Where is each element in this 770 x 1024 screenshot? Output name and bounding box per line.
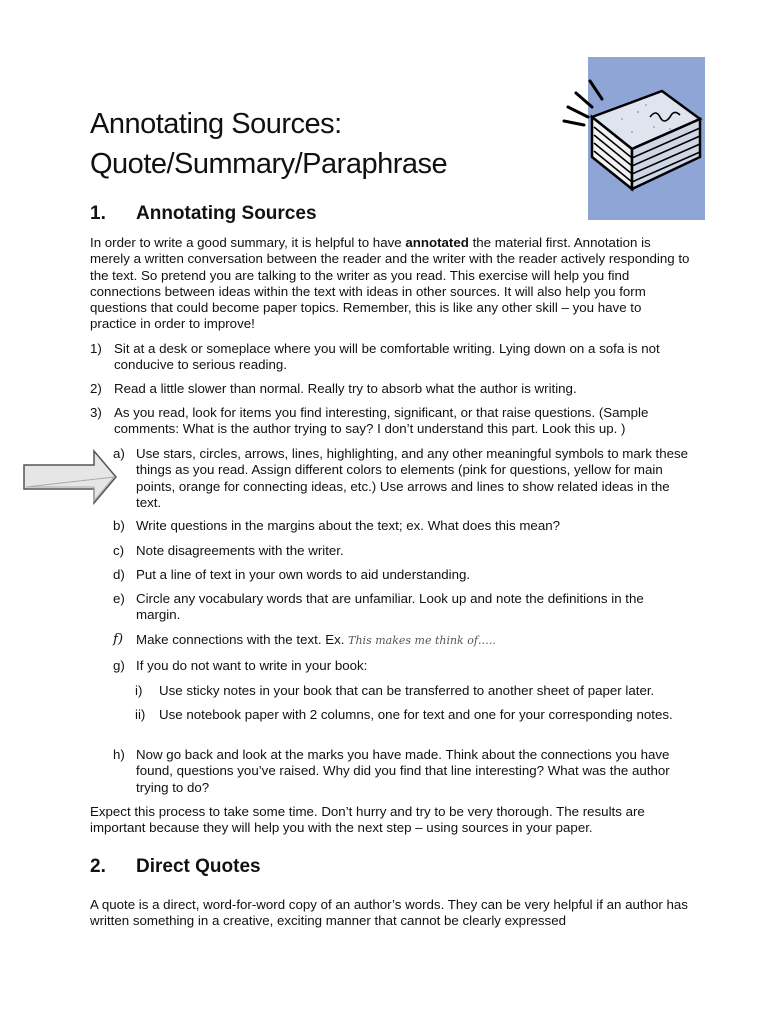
sub-list-item <box>113 632 690 649</box>
sub-list-item-text: Write questions in the margins about the text; ex. What does this mean? <box>136 518 561 533</box>
sub-list-item <box>113 518 690 534</box>
list-item <box>90 341 690 374</box>
sub-list-item <box>113 543 690 559</box>
section-1-closing: Expect this process to take some time. Don’t hurry and try to be very thorough. The results are important because they will help you with the next step – using sources in your paper. <box>90 804 645 836</box>
sub-list-item-text: Now go back and look at the marks you have made. Think about the connections you have found, questions you’ve raised. Why did you find that line interesting? What was the author trying to do? <box>136 747 670 795</box>
page-title <box>90 104 447 184</box>
list-item-label: 2) <box>90 381 102 396</box>
title-line-1: Annotating Sources: <box>90 108 342 140</box>
sub-list-item-label: h) <box>113 747 125 762</box>
list-item <box>90 381 690 397</box>
section-1-intro <box>90 235 690 333</box>
sub-list-item-text: Put a line of text in your own words to aid understanding. <box>136 567 471 582</box>
section-1-heading <box>90 203 317 225</box>
sub-list-item <box>113 446 690 511</box>
intro-text-start: In order to write a good summary, it is helpful to have <box>90 235 406 250</box>
sub-list-item-text-main: Make connections with the text. Ex. <box>136 632 349 647</box>
section-2-title: Direct Quotes <box>136 856 261 877</box>
sub-sub-list-item <box>135 707 690 723</box>
intro-bold-word: annotated <box>405 235 469 250</box>
list-item-label: 1) <box>90 341 102 356</box>
book-clipart-icon <box>562 57 707 222</box>
sub-sub-list-item <box>135 683 690 699</box>
sub-list-item-label: a) <box>113 446 125 461</box>
section-1-title: Annotating Sources <box>136 203 317 224</box>
sub-list-item <box>113 747 690 796</box>
section-2-number: 2. <box>90 856 106 877</box>
sub-list-item <box>113 567 690 583</box>
sub-list-item <box>113 658 690 674</box>
sub-list-item-label: e) <box>113 591 125 606</box>
sub-list-item-text: Use stars, circles, arrows, lines, highlighting, and any other meaningful symbols to mark these things as you read. Assign different colors to elements (pink for questions, yellow for main points, orange for connecting ideas, etc.) Use arrows and lines to show related ideas in the text. <box>136 446 689 510</box>
title-line-2: Quote/Summary/Paraphrase <box>90 148 448 180</box>
sub-list-item-label: g) <box>113 658 125 673</box>
sub-list-item <box>113 591 690 624</box>
sub-list-item-label: b) <box>113 518 125 533</box>
sub-list-item-label: f) <box>113 632 124 647</box>
sub-sub-list-item-label: ii) <box>135 707 146 722</box>
list-item-text: Sit at a desk or someplace where you will be comfortable writing. Lying down on a sofa is not conducive to serious reading. <box>114 341 660 373</box>
right-arrow-icon <box>22 449 118 505</box>
list-item <box>90 405 690 438</box>
list-item-text: As you read, look for items you find interesting, significant, or that raise questions. (Sample comments: What is the author trying to say? I don’t understand this part. Look this up. ) <box>114 405 649 437</box>
intro-text-end: the material first. Annotation is merely a written conversation between the reader and the writer with the reader actively responding to the text. So pretend you are talking to the writer as you read. This exercise will help you find connections between ideas within the text with ideas in other sources. It will also help you form questions that could become paper topics. Remember, this is like any other skill – you have to practice in order to improve! <box>90 235 690 332</box>
sub-list-item-text <box>136 632 690 649</box>
list-item-label: 3) <box>90 405 102 420</box>
sub-sub-list-item-label: i) <box>135 683 143 698</box>
sub-list-item-text: If you do not want to write in your book: <box>136 658 368 673</box>
section-2-intro: A quote is a direct, word-for-word copy of an author’s words. They can be very helpful if an author has written something in a creative, exciting manner that cannot be clearly expressed <box>90 897 688 929</box>
sub-sub-list-item-text: Use notebook paper with 2 columns, one for text and one for your corresponding notes. <box>159 707 673 722</box>
sub-sub-list-item-text: Use sticky notes in your book that can be transferred to another sheet of paper later. <box>159 683 655 698</box>
sub-list-item-label: d) <box>113 567 125 582</box>
list-item-text: Read a little slower than normal. Really try to absorb what the author is writing. <box>114 381 577 396</box>
handwritten-example: This makes me think of….. <box>348 634 496 647</box>
sub-list-item-text: Note disagreements with the writer. <box>136 543 344 558</box>
sub-list-item-text: Circle any vocabulary words that are unfamiliar. Look up and note the definitions in the margin. <box>136 591 644 623</box>
section-1-number: 1. <box>90 203 106 224</box>
section-2-heading <box>90 856 261 878</box>
sub-list-item-label: c) <box>113 543 125 558</box>
